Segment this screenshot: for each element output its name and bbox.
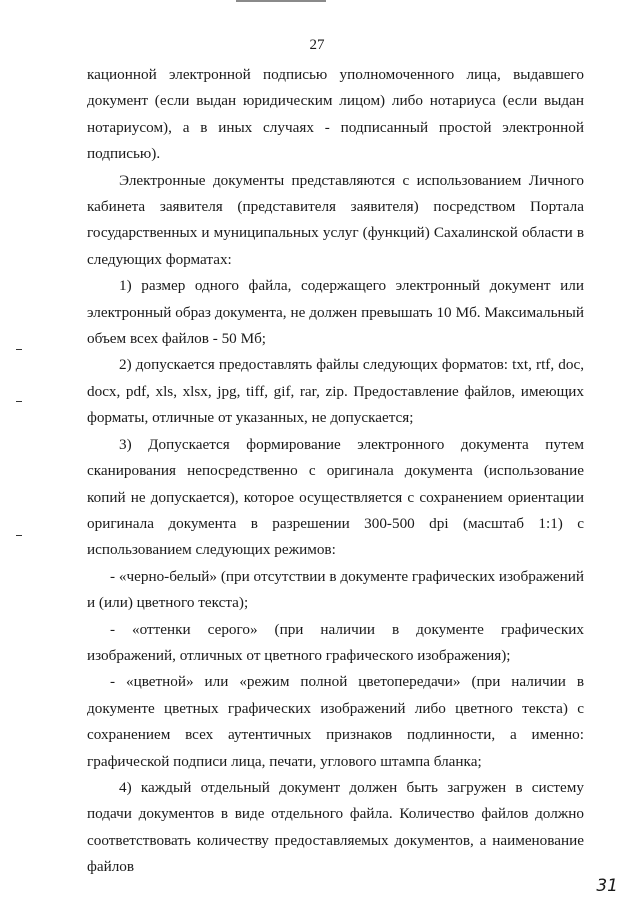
- paragraph-electronic-documents: Электронные документы представляются с использованием Личного кабинета заявителя (представителя заявителя) посредством Портала государственных и муниципальных услуг (функций) Сахалинской области в следующих форматах:: [87, 171, 584, 268]
- scan-artifact: [236, 0, 326, 2]
- paragraph-signature-continuation: кационной электронной подписью уполномоченного лица, выдавшего документ (если выдан юридическим лицом) либо нотариуса (если выдан нотариусом), а в иных случаях - подписанный простой электронной подписью).: [87, 66, 584, 163]
- handwritten-page-number: 31: [596, 876, 618, 896]
- margin-mark: [16, 535, 22, 536]
- paragraph-mode-color: - «цветной» или «режим полной цветопередачи» (при наличии в документе цветных графических изображений либо цветного текста) с сохранением всех аутентичных признаков подлинности, а именно: графической подписи лица, печати, углового штампа бланка;: [87, 673, 584, 770]
- paragraph-mode-black-white: - «черно-белый» (при отсутствии в документе графических изображений и (или) цветного текста);: [87, 567, 584, 612]
- paragraph-mode-grayscale: - «оттенки серого» (при наличии в документе графических изображений, отличных от цветного графического изображения);: [87, 620, 584, 664]
- paragraph-file-size: 1) размер одного файла, содержащего электронный документ или электронный образ документа, не должен превышать 10 Мб. Максимальный объем всех файлов - 50 Мб;: [87, 277, 584, 348]
- document-body: [87, 62, 584, 881]
- margin-mark: [16, 349, 22, 350]
- paragraph-file-formats: 2) допускается предоставлять файлы следующих форматов: txt, rtf, doc, docx, pdf, xls, xlsx, jpg, tiff, gif, rar, zip. Предоставление файлов, имеющих форматы, отличные от указанных, не допускается;: [87, 356, 584, 427]
- margin-mark: [16, 401, 22, 402]
- page-number: 27: [309, 37, 325, 53]
- paragraph-separate-files: 4) каждый отдельный документ должен быть загружен в систему подачи документов в виде отдельного файла. Количество файлов должно соответствовать количеству предоставляемых документов, а наименование файлов: [87, 778, 584, 876]
- paragraph-scanning: 3) Допускается формирование электронного документа путем сканирования непосредственно с оригинала документа (использование копий не допускается), которое осуществляется с сохранением ориентации оригинала документа в разрешении 300-500 dpi (масштаб 1:1) с использованием следующих режимов:: [87, 435, 584, 559]
